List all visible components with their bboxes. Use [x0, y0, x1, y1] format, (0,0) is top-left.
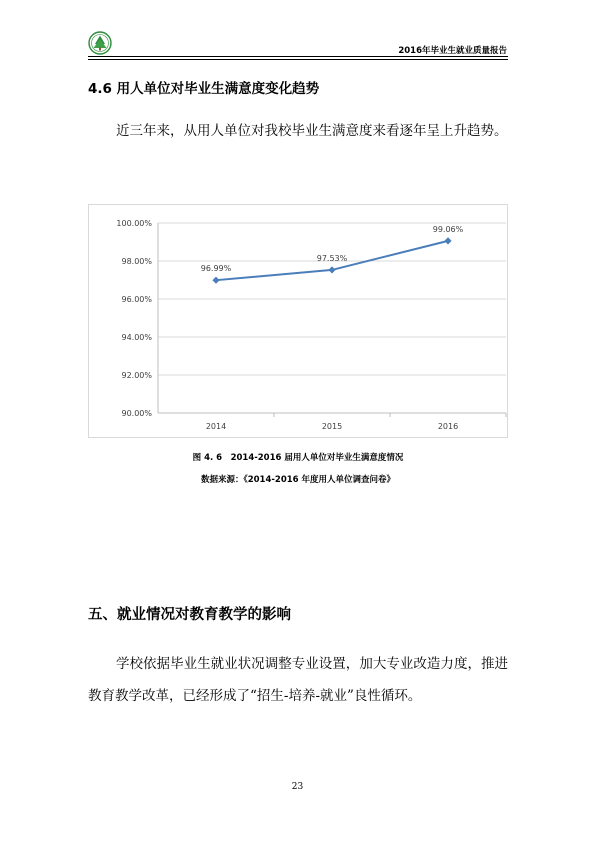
section-heading-5: 五、就业情况对教育教学的影响 [88, 607, 291, 623]
x-tick-label: 2014 [205, 422, 227, 431]
y-tick-label: 100.00% [116, 219, 152, 228]
figure-source: 数据来源：《2014-2016 年度用人单位调查问卷》 [200, 475, 396, 485]
header-rule-thin [88, 59, 508, 60]
figure-caption: 图 4. 6 2014-2016 届用人单位对毕业生满意度情况 [192, 453, 404, 463]
y-tick-label: 90.00% [121, 409, 152, 418]
y-tick-label: 94.00% [121, 333, 152, 342]
data-label: 97.53% [316, 253, 348, 263]
section-4-6-paragraph: 近三年来，从用人单位对我校毕业生满意度来看逐年呈上升趋势。 [116, 123, 508, 139]
header-title: 2016年毕业生就业质量报告 [398, 46, 507, 56]
y-tick-label: 92.00% [121, 371, 152, 380]
data-label: 96.99% [200, 264, 232, 274]
y-tick-label: 96.00% [121, 295, 152, 304]
page-number: 23 [291, 782, 304, 792]
x-tick-label: 2015 [321, 422, 343, 431]
chart-border [89, 205, 508, 438]
section-heading-4-6: 4.6 用人单位对毕业生满意度变化趋势 [88, 81, 320, 97]
header-rule [88, 56, 508, 57]
data-label: 99.06% [432, 224, 464, 234]
section-5-paragraph: 学校依据毕业生就业状况调整专业设置，加大专业改造力度，推进教育教学改革，已经形成了“招生-培养-就业”良性循环。 [88, 656, 508, 704]
school-emblem-icon [88, 31, 112, 55]
x-tick-label: 2016 [437, 422, 459, 431]
y-tick-label: 98.00% [121, 257, 152, 266]
satisfaction-line-chart [88, 204, 508, 438]
chart-canvas [88, 204, 508, 438]
